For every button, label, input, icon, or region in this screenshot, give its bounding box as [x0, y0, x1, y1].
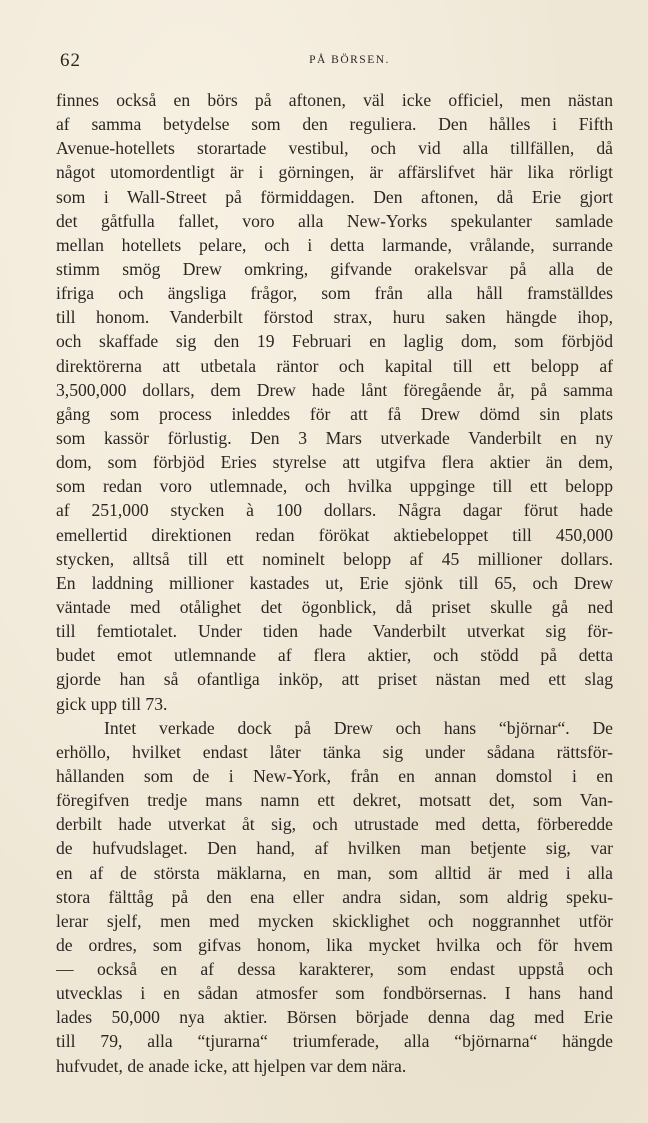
text-line: som i Wall-Street på förmiddagen. Den aftonen, då Erie gjort — [56, 186, 613, 207]
text-line: väntade med otålighet det ögonblick, då priset skulle gå ned — [56, 596, 613, 617]
text-line: direktörerna att utbetala räntor och kapital till ett belopp af — [56, 355, 613, 376]
text-line: Avenue-hotellets storartade vestibul, och vid alla tillfällen, då — [56, 138, 613, 159]
text-line: stycken, alltså till ett nominelt belopp af 45 millioner dollars. — [56, 548, 613, 569]
text-line: gjorde han så ofantliga inköp, att priset nästan med ett slag — [56, 669, 613, 690]
text-line: en af de största mäklarna, en man, som alltid är med i alla — [56, 862, 613, 883]
text-line: emellertid direktionen redan förökat aktiebeloppet till 450,000 — [56, 524, 613, 545]
body-text — [56, 88, 613, 1078]
text-line: 3,500,000 dollars, dem Drew hade lånt föregående år, på samma — [56, 379, 613, 400]
text-line: stimm smög Drew omkring, gifvande orakelsvar på alla de — [56, 258, 613, 279]
text-line: som redan voro utlemnade, och hvilka uppginge till ett belopp — [56, 476, 613, 497]
text-line: budet emot utlemnande af flera aktier, och stödd på detta — [56, 645, 613, 666]
paragraph-last-line: gick upp till 73. — [56, 693, 168, 714]
text-line: derbilt hade utverkat åt sig, och utrustade med detta, förberedde — [56, 814, 613, 835]
page-number: 62 — [60, 50, 81, 71]
text-line: af 251,000 stycken à 100 dollars. Några dagar förut hade — [56, 500, 613, 521]
text-line: hållanden som de i New-York, från en annan domstol i en — [56, 765, 613, 786]
text-line: och skaffade sig den 19 Februari en laglig dom, som förbjöd — [56, 331, 613, 352]
text-line: något utomordentligt är i görningen, är affärslifvet här lika rörligt — [56, 162, 613, 183]
running-title: PÅ BÖRSEN. — [309, 54, 390, 66]
text-line: de ordres, som gifvas honom, lika mycket hvilka och för hvem — [56, 934, 613, 955]
text-line: — också en af dessa karakterer, som endast uppstå och — [56, 959, 613, 980]
running-head — [56, 50, 613, 72]
text-line: finnes också en börs på aftonen, väl icke officiel, men nästan — [56, 90, 613, 110]
text-line: det gåtfulla fallet, voro alla New-Yorks spekulanter samlade — [56, 210, 613, 231]
text-line: mellan hotellets pelare, och i detta larmande, vrålande, surrande — [56, 234, 613, 255]
text-line: föregifven tredje mans namn ett dekret, motsatt det, som Van- — [56, 790, 613, 811]
text-line: till femtiotalet. Under tiden hade Vanderbilt utverkat sig för- — [56, 621, 613, 642]
text-line: En laddning millioner kastades ut, Erie sjönk till 65, och Drew — [56, 572, 613, 593]
text-line: dom, som förbjöd Eries styrelse att utgifva flera aktier än dem, — [56, 452, 613, 473]
text-line: till 79, alla “tjurarna“ triumferade, alla “björnarna“ hängde — [56, 1031, 613, 1052]
text-line: gång som process inleddes för att få Drew dömd sin plats — [56, 403, 613, 424]
text-line: lerar sjelf, men med mycken skicklighet och noggrannhet utför — [56, 910, 613, 931]
text-line: ifriga och ängsliga frågor, som från alla håll framställdes — [56, 283, 613, 304]
text-line: som kassör förlustig. Den 3 Mars utverkade Vanderbilt en ny — [56, 427, 613, 448]
text-line: utvecklas i en sådan atmosfer som fondbörsernas. I hans hand — [56, 983, 613, 1004]
paragraph-last-line: hufvudet, de anade icke, att hjelpen var dem nära. — [56, 1055, 407, 1076]
text-line: de hufvudslaget. Den hand, af hvilken man betjente sig, var — [56, 838, 613, 859]
text-line: stora fälttåg på den ena eller andra sidan, som aldrig speku- — [56, 886, 613, 907]
text-line: till honom. Vanderbilt förstod strax, huru saken hängde ihop, — [56, 307, 613, 328]
paragraph-first-line: Intet verkade dock på Drew och hans “björnar“. De — [104, 717, 613, 738]
text-line: lades 50,000 nya aktier. Börsen började denna dag med Erie — [56, 1007, 613, 1028]
text-line: af samma betydelse som den reguliera. Den hålles i Fifth — [56, 114, 613, 135]
text-line: erhöllo, hvilket endast låter tänka sig under sådana rättsför- — [56, 741, 613, 762]
